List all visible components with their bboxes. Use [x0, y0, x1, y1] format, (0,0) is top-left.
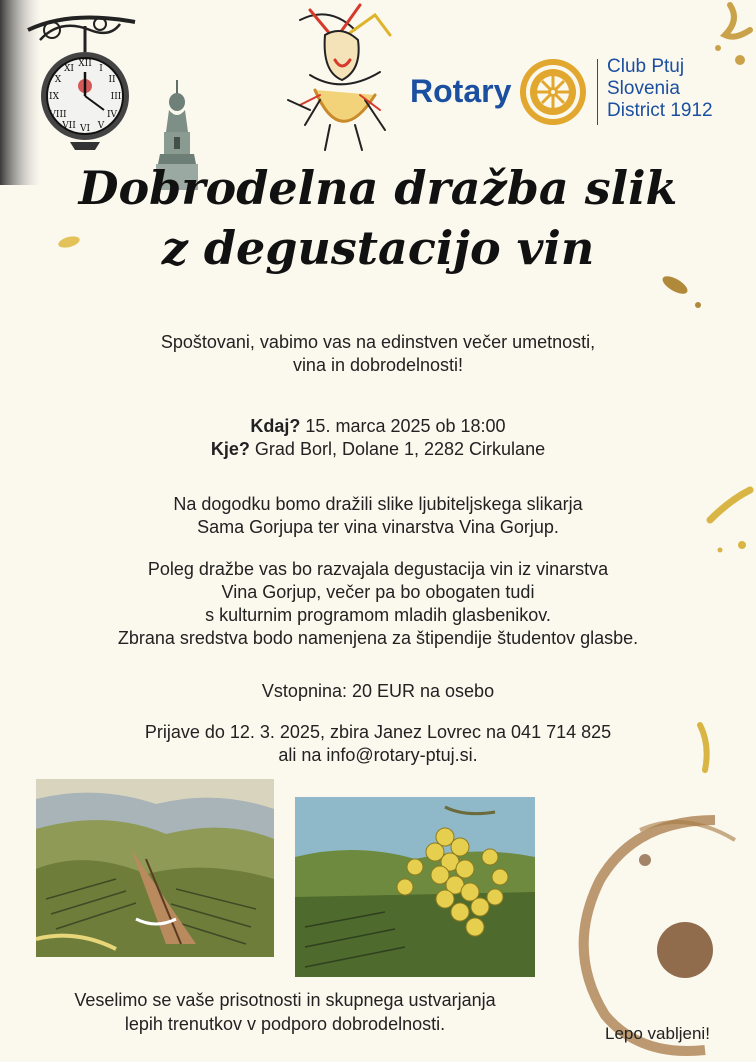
svg-text:IX: IX: [49, 92, 59, 102]
description-line: s kulturnim programom mladih glasbenikov.: [205, 605, 551, 625]
description-line: Sama Gorjupa ter vina vinarstva Vina Gorjup.: [197, 517, 559, 537]
svg-text:XI: XI: [64, 64, 74, 74]
description-line: Vina Gorjup, večer pa bo obogaten tudi: [221, 582, 535, 602]
painting-grapes: [295, 797, 535, 977]
logo-divider: [597, 59, 598, 125]
registration-info: [0, 721, 756, 767]
jester-sketch-illustration: [280, 0, 405, 155]
when-value: 15. marca 2025 ob 18:00: [300, 416, 506, 436]
page-title: [0, 158, 756, 278]
svg-text:II: II: [108, 75, 116, 85]
rotary-wheel-icon: [518, 57, 588, 132]
svg-text:III: III: [110, 92, 122, 102]
intro-text: [0, 331, 756, 377]
when-row: [0, 415, 756, 438]
intro-line-2: vina in dobrodelnosti!: [292, 355, 464, 375]
description-line: Zbrana sredstva bodo namenjena za štipendije študentov glasbe.: [117, 628, 639, 648]
event-details: [0, 415, 756, 461]
club-line-2: Slovenia: [607, 78, 680, 99]
where-row: [0, 438, 756, 461]
where-value: Grad Borl, Dolane 1, 2282 Cirkulane: [249, 439, 546, 459]
description-line: Poleg dražbe vas bo razvajala degustacija vin iz vinarstva: [147, 559, 609, 579]
rotary-wordmark: Rotary: [410, 73, 512, 109]
closing-message: [0, 988, 570, 1036]
where-label: Kje?: [210, 439, 250, 459]
svg-text:VIII: VIII: [49, 110, 67, 120]
painting-vineyard-hills: [36, 779, 274, 957]
sign-off: Lepo vabljeni!: [605, 1024, 710, 1043]
club-line-3: District 1912: [607, 100, 713, 121]
wine-glass-ring-stain: [545, 800, 756, 1057]
title-line-2: z degustacijo vin: [161, 221, 595, 275]
closing-line-1: Veselimo se vaše prisotnosti in skupnega ustvarjanja: [74, 990, 496, 1010]
club-line-1: Club Ptuj: [607, 56, 685, 77]
registration-line-2: ali na info@rotary-ptuj.si.: [278, 745, 478, 765]
description-line: Na dogodku bomo dražili slike ljubiteljskega slikarja: [173, 494, 583, 514]
wine-splash-top-right: [680, 0, 756, 90]
registration-line-1: Prijave do 12. 3. 2025, zbira Janez Lovrec na 041 714 825: [144, 722, 612, 742]
svg-text:IV: IV: [106, 110, 118, 120]
when-label: Kdaj?: [250, 416, 301, 436]
svg-text:VII: VII: [62, 121, 76, 131]
svg-text:VI: VI: [79, 124, 91, 134]
entry-fee: Vstopnina: 20 EUR na osebo: [261, 681, 495, 701]
description-paragraph-2: [0, 558, 756, 650]
svg-text:V: V: [97, 121, 105, 131]
intro-line-1: Spoštovani, vabimo vas na edinstven večer umetnosti,: [160, 332, 596, 352]
svg-text:I: I: [99, 64, 103, 74]
title-line-1: Dobrodelna dražba slik: [78, 161, 678, 215]
svg-text:X: X: [54, 75, 62, 85]
description-paragraph-1: [0, 493, 756, 539]
closing-line-2: lepih trenutkov v podporo dobrodelnosti.: [124, 1014, 446, 1034]
svg-text:XII: XII: [78, 59, 92, 69]
